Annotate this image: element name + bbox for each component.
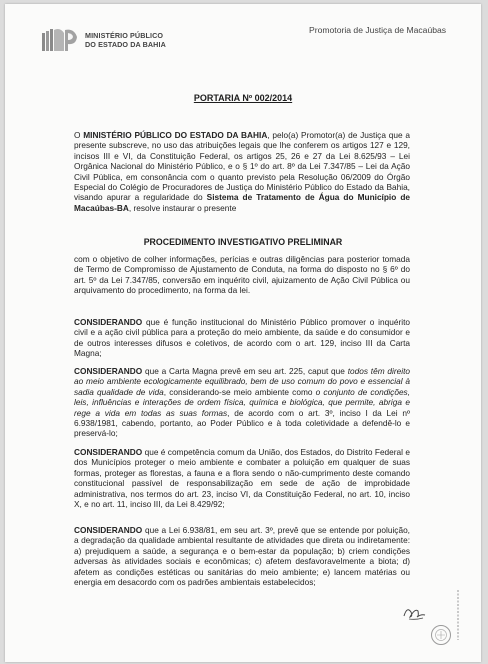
document-title: PORTARIA Nº 002/2014 [193, 93, 293, 103]
document-page [5, 4, 481, 662]
considerando-1 [74, 317, 410, 359]
intro-text-b: , resolve instaurar o presente [128, 202, 237, 213]
considerando-keyword: CONSIDERANDO [74, 317, 143, 327]
considerando-quote-b: o conjunto de condições, leis, influências e interações de ordem física, química e biológica, que permite, abriga e rege a vida em todas as suas formas [74, 386, 411, 418]
considerando-quote-a: todos têm direito ao meio ambiente ecologicamente equilibrado, bem de uso comum do povo e essencial à sadia qualidade de vida [74, 366, 410, 397]
system-name-bold: Sistema de Tratamento de Água do Município de Macaúbas-BA [74, 192, 411, 213]
org-line-1: MINISTÉRIO PÚBLICO [85, 31, 164, 40]
considerando-text-c: , de acordo com o art. 3º, inciso I da Lei nº 6.938/1981, cabendo, portanto, ao Poder Público e à toda coletividade a defendê-lo e preservá-lo; [74, 407, 410, 439]
considerando-4 [74, 525, 410, 587]
considerando-text-b: , considerando-se meio ambiente como [163, 386, 316, 397]
section-title: PROCEDIMENTO INVESTIGATIVO PRELIMINAR [143, 237, 343, 247]
intro-lead: O [74, 130, 84, 140]
considerando-keyword: CONSIDERANDO [74, 447, 143, 457]
handwritten-initials [401, 602, 427, 622]
intro-text-a: , pelo(a) Promotor(a) de Justiça que a presente subscreve, no uso das atribuições legais que lhe conferem os artigos 127 e 129, incisos III e VI, da Constituição Federal, os artigos 25, 26 e 27 da Lei 8.625/93 – Lei Orgânica Nacional do Ministério Público, e o § 1º do art. 8º da Lei 7.347/85 – Lei da Ação Civil Pública, em consonância com o quanto previsto pela Resolução 06/2009 do Órgão Especial do Colégio de Procuradores de Justiça do Ministério Público do Estado da Bahia, visando apurar a regularidade do [74, 130, 410, 203]
margin-vertical-mark [455, 589, 461, 641]
org-line-2: DO ESTADO DA BAHIA [85, 39, 166, 49]
mp-logo-icon [41, 26, 79, 56]
objective-paragraph: com o objetivo de colher informações, perícias e outras diligências para posterior tomada de Termo de Compromisso de Ajustamento de Conduta, na forma do disposto no § 6º do art. 5º da Lei 7.347/85, conversão em inquérito civil, ajuizamento de Ação Civil Pública ou arquivamento do procedimento, na forma da lei. [74, 254, 410, 296]
official-seal-stamp [430, 624, 452, 646]
considerando-keyword: CONSIDERANDO [74, 525, 143, 535]
considerando-text: que a Lei 6.938/81, em seu art. 3º, prevê que se entende por poluição, a degradação da qualidade ambiental resultante de atividades que direta ou indiretamente: a) prejudiquem a saúde, a segurança e o bem-estar da população; b) criem condições adversas às atividades sociais e econômicas; c) afetem desfavoravelmente a biota; d) afetem as condições estéticas ou sanitárias do meio ambiente; e) lancem matérias ou energia em desacordo com os padrões ambientais estabelecidos; [74, 525, 410, 588]
considerando-2 [74, 366, 410, 439]
promotoria-label: Promotoria de Justiça de Macaúbas [309, 25, 447, 35]
organization-name [85, 32, 166, 49]
intro-paragraph [74, 130, 410, 213]
org-name-bold: MINISTÉRIO PÚBLICO DO ESTADO DA BAHIA [83, 130, 268, 140]
considerando-3 [74, 447, 410, 509]
considerando-text: que é competência comum da União, dos Estados, do Distrito Federal e dos Municípios proteger o meio ambiente e combater a poluição em qualquer de suas formas, proteger as florestas, a fauna e a flora sendo o não-cumprimento deste comando constitucional passível de responsabilização em sede de ação de improbidade administrativa, nos termos do art. 23, inciso VI, da Constituição Federal, no art. 10, inciso X, e no art. 11, inciso III, da Lei 8.429/92; [74, 447, 410, 510]
considerando-keyword: CONSIDERANDO [74, 366, 143, 376]
considerando-text: que é função institucional do Ministério Público promover o inquérito civil e a ação civil pública para a proteção do meio ambiente, da saúde e do consumidor e de outros interesses difusos e coletivos, de acordo com o art. 129, inciso III da Carta Magna; [74, 317, 410, 359]
considerando-text-a: que a Carta Magna prevê em seu art. 225, caput que [142, 366, 348, 376]
